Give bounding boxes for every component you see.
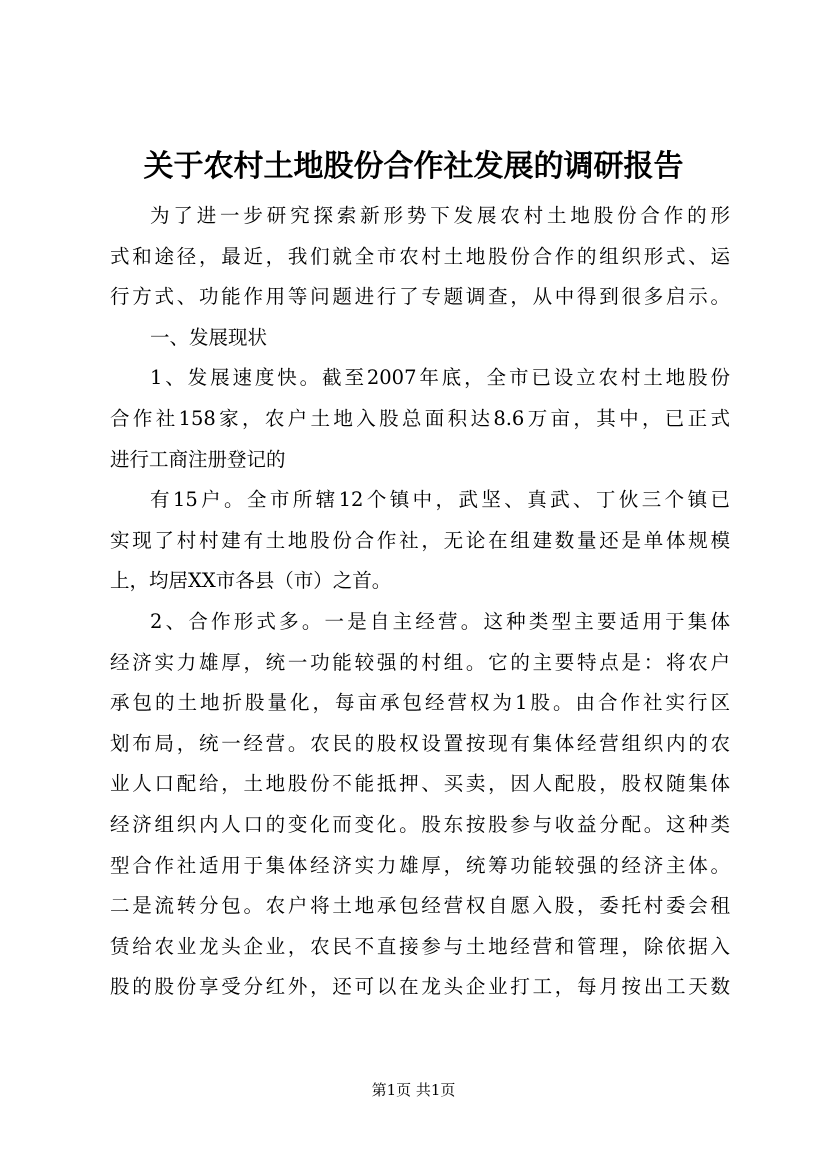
paragraph-line: 业人口配给，土地股份不能抵押、买卖，因人配股，股权随集体 bbox=[110, 772, 730, 796]
paragraph-line: 股的股份享受分红外，还可以在龙头企业打工，每月按出工天数 bbox=[110, 975, 730, 999]
paragraph-line: 为了进一步研究探索新形势下发展农村土地股份合作的形 bbox=[150, 204, 730, 227]
paragraph-line: 行方式、功能作用等问题进行了专题调查，从中得到很多启示。 bbox=[110, 285, 730, 309]
page-title: 关于农村土地股份合作社发展的调研报告 bbox=[143, 149, 684, 184]
paragraph-line: 二是流转分包。农户将土地承包经营权自愿入股，委托村委会租 bbox=[110, 894, 730, 918]
paragraph-line: 1、发展速度快。截至2007年底，全市已设立农村土地股份 bbox=[150, 366, 730, 390]
paragraph-line: 经济实力雄厚，统一功能较强的村组。它的主要特点是：将农户 bbox=[110, 650, 730, 674]
paragraph-line: 进行工商注册登记的 bbox=[110, 447, 286, 471]
paragraph-line: 型合作社适用于集体经济实力雄厚，统筹功能较强的经济主体。 bbox=[110, 853, 730, 877]
paragraph-line: 2、合作形式多。一是自主经营。这种类型主要适用于集体 bbox=[150, 609, 730, 633]
paragraph-line: 承包的土地折股量化，每亩承包经营权为1股。由合作社实行区 bbox=[110, 691, 730, 715]
paragraph-line: 有15户。全市所辖12个镇中，武坚、真武、丁伙三个镇已 bbox=[150, 488, 730, 512]
paragraph-line: 式和途径，最近，我们就全市农村土地股份合作的组织形式、运 bbox=[110, 244, 730, 268]
paragraph-line: 合作社158家，农户土地入股总面积达8.6万亩，其中，已正式 bbox=[110, 406, 730, 430]
page-footer: 第1页 共1页 bbox=[371, 1081, 456, 1099]
document-body bbox=[110, 196, 730, 1008]
paragraph-line: 赁给农业龙头企业，农民不直接参与土地经营和管理，除依据入 bbox=[110, 934, 730, 958]
paragraph-line: 经济组织内人口的变化而变化。股东按股参与收益分配。这种类 bbox=[110, 812, 730, 836]
paragraph-line: 上，均居XX市各县（市）之首。 bbox=[110, 569, 392, 593]
paragraph-line: 实现了村村建有土地股份合作社，无论在组建数量还是单体规模 bbox=[110, 528, 730, 552]
paragraph-line: 划布局，统一经营。农民的股权设置按现有集体经营组织内的农 bbox=[110, 731, 730, 755]
section-heading: 一、发展现状 bbox=[150, 325, 268, 349]
